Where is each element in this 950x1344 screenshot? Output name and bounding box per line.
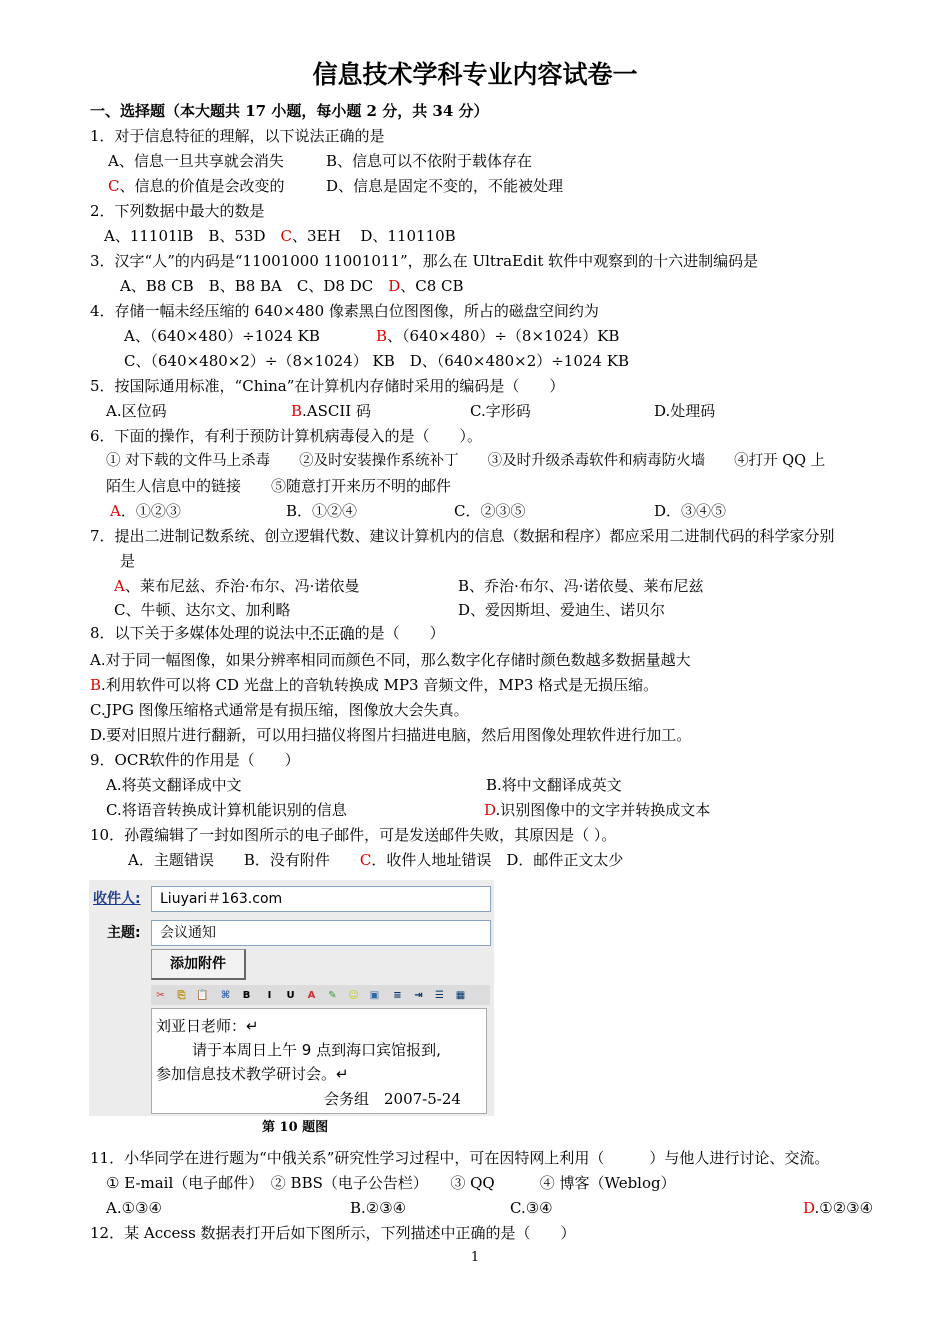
underline-icon[interactable]: U <box>286 989 295 1001</box>
q6-option-c: C．②③⑤ <box>454 502 526 520</box>
list-icon[interactable]: ☰ <box>435 989 444 1001</box>
q8-option-d: D.要对旧照片进行翻新，可以用扫描仪将图片扫描进电脑，然后用图像处理软件进行加工。 <box>90 726 692 744</box>
q7-option-d: D、爱因斯坦、爱迪生、诺贝尔 <box>458 601 666 619</box>
answer-mark: D <box>803 1199 815 1217</box>
q4-stem: 4．存储一幅未经压缩的 640×480 像素黑白位图图像，所占的磁盘空间约为 <box>90 302 599 320</box>
q1-stem: 1．对于信息特征的理解，以下说法正确的是 <box>90 127 385 145</box>
subject-field[interactable]: 会议通知 <box>151 920 491 946</box>
q5-stem: 5．按国际通用标准，“China”在计算机内存储时采用的编码是（ ） <box>90 377 565 395</box>
paste-icon[interactable]: 📋 <box>196 989 209 1001</box>
indent-icon[interactable]: ⇥ <box>414 989 423 1001</box>
q7-stem: 7．提出二进制记数系统、创立逻辑代数、建议计算机内的信息（数据和程序）都应采用二进制代码的科学家分别 <box>90 527 835 545</box>
q5-option-b: B.ASCII 码 <box>291 402 372 420</box>
answer-mark: C <box>359 851 372 869</box>
q6-line1: ① 对下载的文件马上杀毒 ②及时安装操作系统补丁 ③及时升级杀毒软件和病毒防火墙 ④打开 QQ 上 <box>106 453 826 469</box>
email-body-line: 请于本周日上午 9 点到海口宾馆报到, <box>192 1041 441 1059</box>
answer-mark: A <box>114 577 125 595</box>
image-icon[interactable]: ▣ <box>369 989 380 1001</box>
q12-stem: 12．某 Access 数据表打开后如下图所示，下列描述中正确的是（ ） <box>90 1224 576 1242</box>
q6-stem: 6．下面的操作，有利于预防计算机病毒侵入的是（ ）。 <box>90 427 483 445</box>
q7-stem-cont: 是 <box>120 552 136 570</box>
table-icon[interactable]: ▦ <box>455 989 466 1001</box>
format-icon[interactable]: ⌘ <box>220 989 231 1001</box>
q2-stem: 2．下列数据中最大的数是 <box>90 202 265 220</box>
answer-mark: D <box>484 801 496 819</box>
q1-option-c: C、信息的价值是会改变的 <box>108 177 285 195</box>
q5-option-c: C.字形码 <box>470 402 531 420</box>
copy-icon[interactable]: ⎘ <box>177 989 186 1001</box>
q11-stem: 11．小华同学在进行题为“中俄关系”研究性学习过程中，可在因特网上利用（ ）与他人进行讨论、交流。 <box>90 1149 830 1167</box>
q7-option-a: A、莱布尼兹、乔治·布尔、冯·诺依曼 <box>114 577 360 595</box>
add-attachment-button[interactable]: 添加附件 <box>151 949 246 980</box>
answer-mark: B <box>90 676 102 694</box>
answer-mark: B <box>291 402 303 420</box>
q11-option-d: D.①②③④ <box>803 1199 874 1217</box>
q10-options: A．主题错误 B．没有附件 C．收件人地址错误 D．邮件正文太少 <box>128 851 624 869</box>
q7-option-b: B、乔治·布尔、冯·诺依曼、莱布尼兹 <box>458 577 704 595</box>
q3-options: A、B8 CB B、B8 BA C、D8 DC D、C8 CB <box>120 277 464 295</box>
q4-option-a: A、（640×480）÷1024 KB <box>124 327 320 345</box>
q6-option-b: B．①②④ <box>286 502 358 520</box>
q9-option-c: C.将语音转换成计算机能识别的信息 <box>106 801 347 819</box>
editor-toolbar <box>151 985 490 1005</box>
recipient-label: 收件人: <box>93 891 141 907</box>
q9-option-d: D.识别图像中的文字并转换成文本 <box>484 801 711 819</box>
align-icon[interactable]: ≡ <box>393 989 402 1001</box>
q10-stem: 10．孙霞编辑了一封如图所示的电子邮件，可是发送邮件失败，其原因是（ ）。 <box>90 826 617 844</box>
email-body-line: 参加信息技术教学研讨会。↵ <box>156 1065 349 1083</box>
q1-option-a: A、信息一旦共享就会消失 <box>108 152 284 170</box>
q8-option-a: A.对于同一幅图像，如果分辨率相同而颜色不同，那么数字化存储时颜色数越多数据量越大 <box>90 651 691 669</box>
recipient-field[interactable]: Liuyari＃163.com <box>151 886 491 912</box>
q9-option-b: B.将中文翻译成英文 <box>486 776 622 794</box>
q11-option-c: C.③④ <box>510 1199 553 1217</box>
q4-option-b: B、（640×480）÷（8×1024）KB <box>376 327 620 345</box>
q11-option-b: B.②③④ <box>350 1199 407 1217</box>
font-color-icon[interactable]: A <box>307 989 316 1001</box>
q1-option-d: D、信息是固定不变的，不能被处理 <box>326 177 564 195</box>
q1-option-b: B、信息可以不依附于载体存在 <box>326 152 533 170</box>
email-body[interactable] <box>151 1008 487 1114</box>
q9-stem: 9．OCR软件的作用是（ ） <box>90 751 300 769</box>
q9-option-a: A.将英文翻译成中文 <box>106 776 242 794</box>
answer-mark: D <box>388 277 401 295</box>
answer-mark: A <box>110 502 121 520</box>
q7-option-c: C、牛顿、达尔文、加利略 <box>114 601 291 619</box>
q4-options-cd: C、（640×480×2）÷（8×1024） KB D、（640×480×2）÷1024 KB <box>124 352 629 370</box>
q5-option-a: A.区位码 <box>106 402 167 420</box>
figure-caption: 第 10 题图 <box>262 1120 329 1135</box>
italic-icon[interactable]: I <box>267 989 272 1001</box>
q5-option-d: D.处理码 <box>654 402 716 420</box>
q3-stem: 3．汉字“人”的内码是“11001000 11001011”，那么在 UltraEdit 软件中观察到的十六进制编码是 <box>90 252 759 270</box>
q6-option-a: A．①②③ <box>110 502 181 520</box>
emphasis-not-correct: 不正确 <box>309 624 355 642</box>
emoticon-icon[interactable]: ☺ <box>348 989 359 1001</box>
page-number: 1 <box>470 1250 480 1265</box>
page-title: 信息技术学科专业内容试卷一 <box>312 60 638 89</box>
bold-icon[interactable]: B <box>242 989 251 1001</box>
answer-mark: B <box>376 327 388 345</box>
cut-icon[interactable]: ✂ <box>156 989 165 1001</box>
q11-items: ① E-mail（电子邮件） ② BBS（电子公告栏） ③ QQ ④ 博客（Weblog） <box>106 1174 676 1192</box>
answer-mark: C <box>280 227 293 245</box>
q8-stem: 8．以下关于多媒体处理的说法中不正确的是（ ） <box>90 624 445 642</box>
q6-option-d: D．③④⑤ <box>654 502 727 520</box>
q11-option-a: A.①③④ <box>106 1199 162 1217</box>
highlight-icon[interactable]: ✎ <box>328 989 337 1001</box>
q8-option-b: B.利用软件可以将 CD 光盘上的音轨转换成 MP3 音频文件，MP3 格式是无损压缩。 <box>90 676 659 694</box>
q6-line2: 陌生人信息中的链接 ⑤随意打开来历不明的邮件 <box>106 477 452 495</box>
q8-option-c: C.JPG 图像压缩格式通常是有损压缩，图像放大会失真。 <box>90 701 469 719</box>
email-signature: 会务组 2007-5-24 <box>324 1090 461 1108</box>
section-heading: 一、选择题（本大题共 17 小题，每小题 2 分，共 34 分） <box>90 102 489 120</box>
email-screenshot-figure <box>89 880 494 1116</box>
answer-mark: C <box>108 177 120 195</box>
q2-options: A、11101lB B、53D C、3EH D、110110B <box>104 227 456 245</box>
email-greeting: 刘亚日老师：↵ <box>156 1017 259 1035</box>
subject-label: 主题: <box>107 925 141 941</box>
